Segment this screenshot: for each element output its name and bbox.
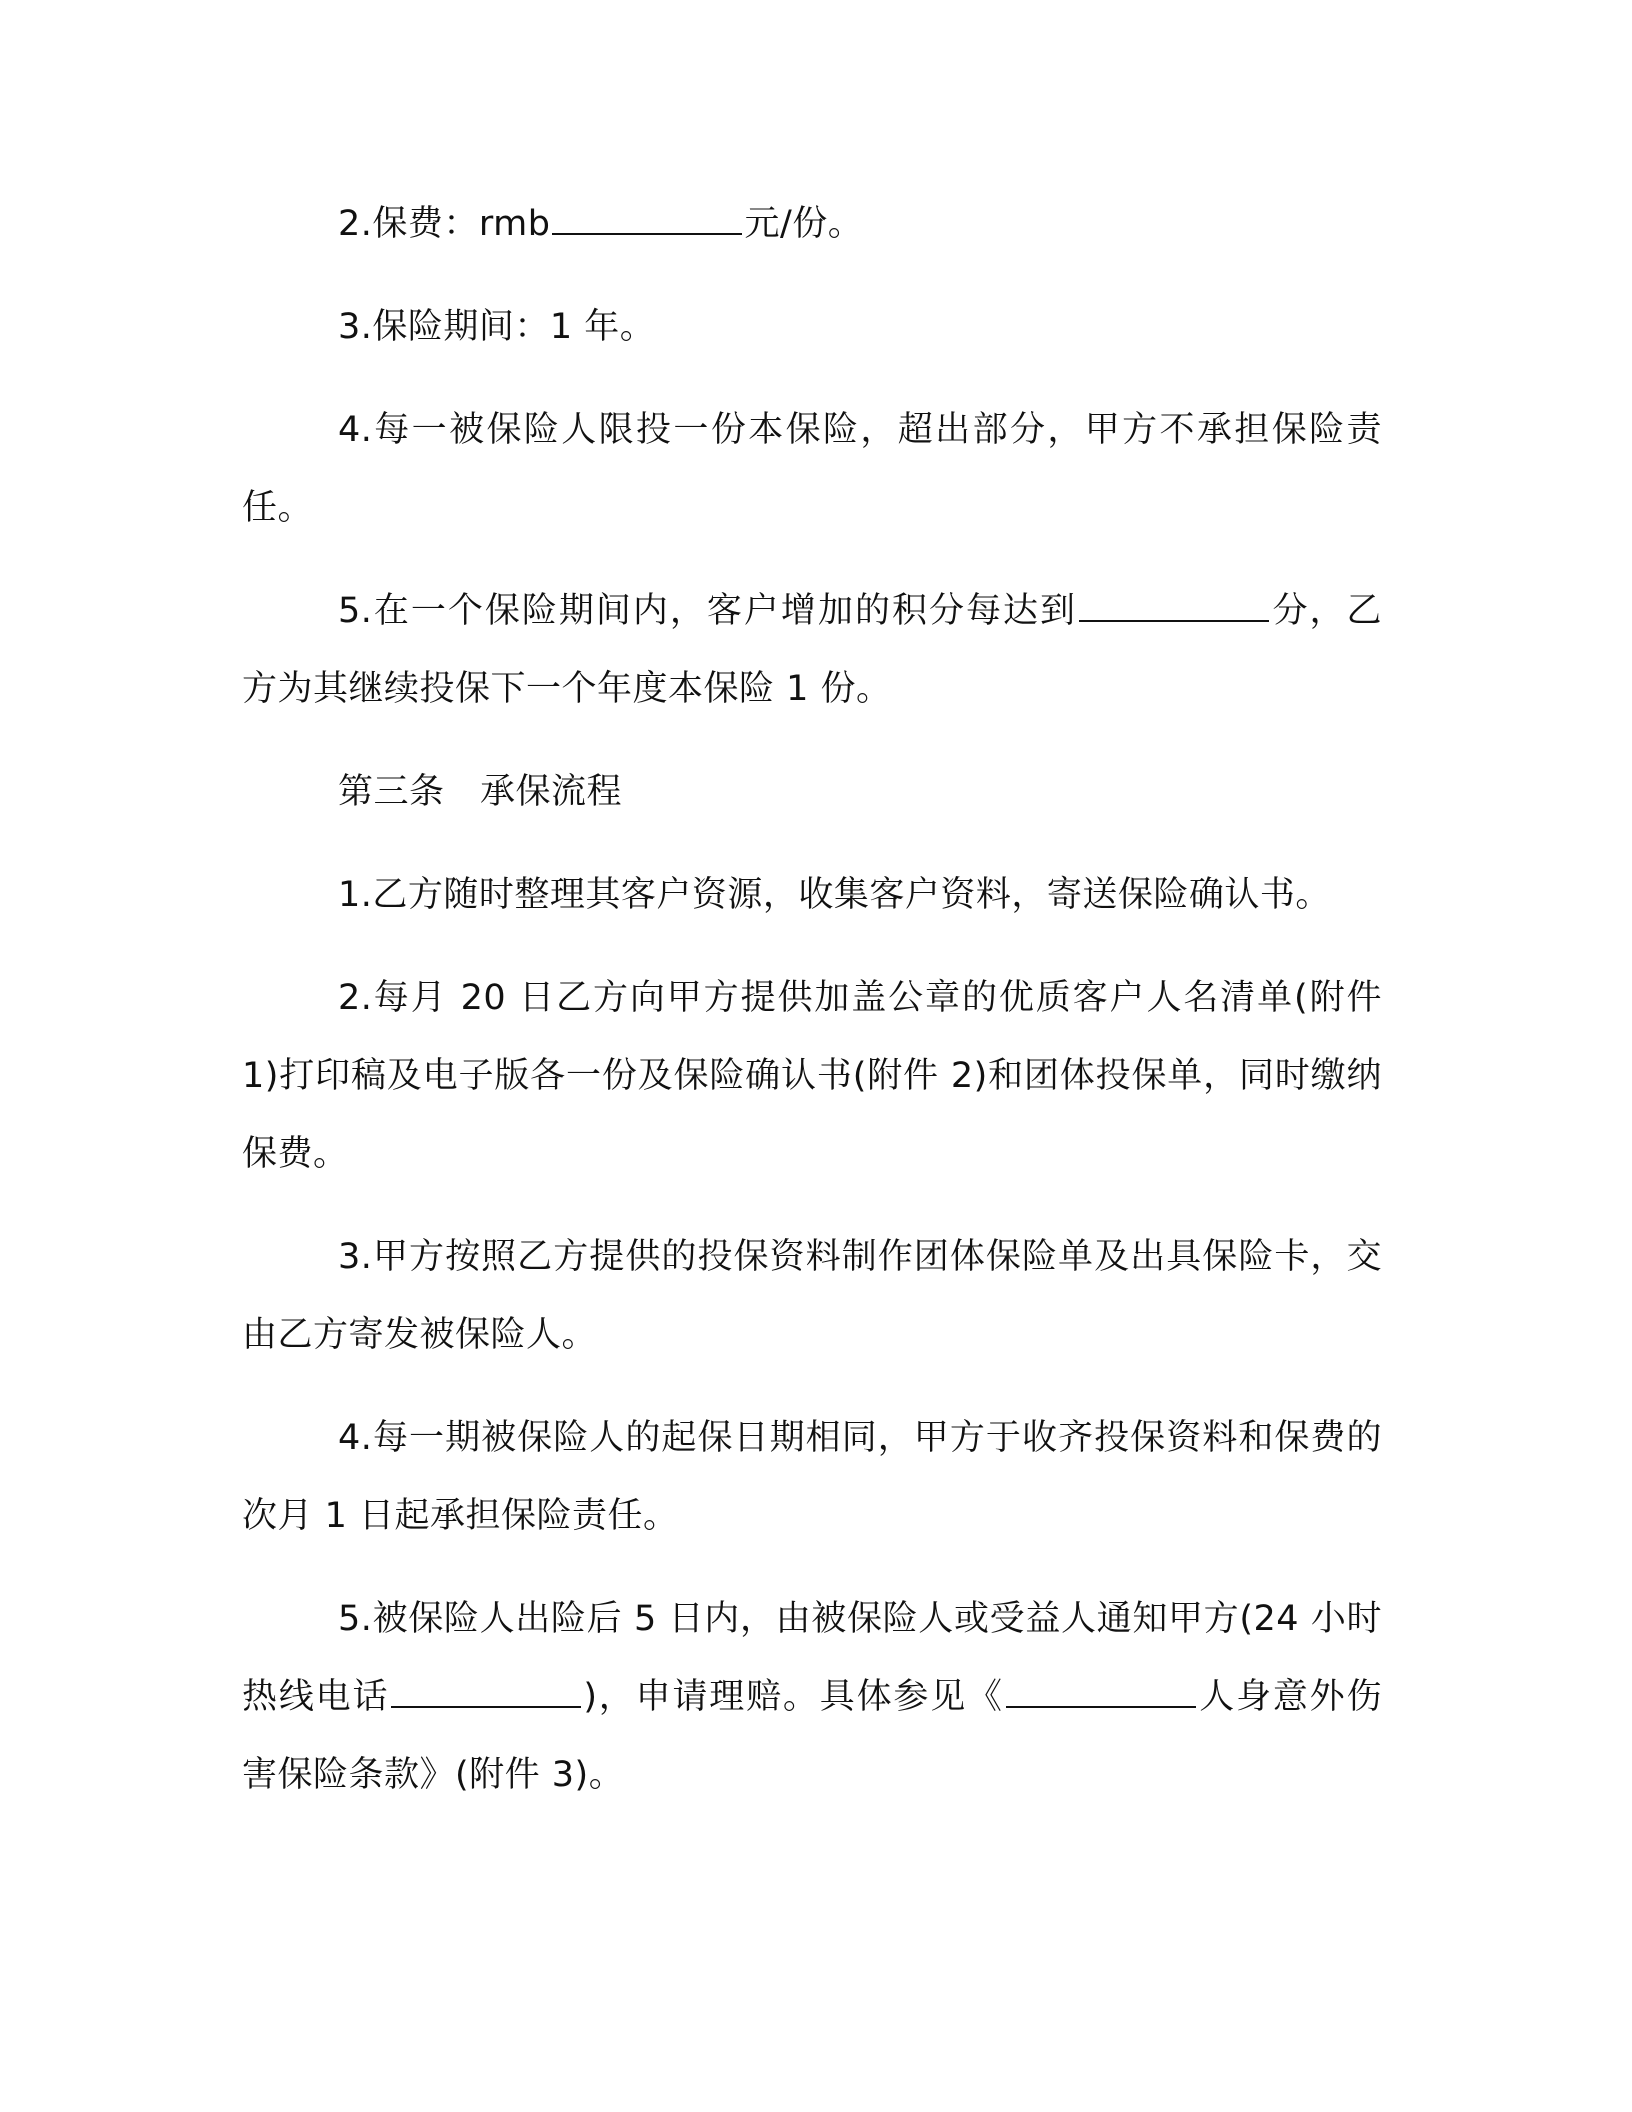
text: 5.被保险人出险后 5 日内，由被保险人或受益人通知甲方(24 小时热线电话 bbox=[242, 1599, 1382, 1717]
text: )，申请理赔。具体参见《 bbox=[583, 1677, 1004, 1717]
text: 5.在一个保险期间内，客户增加的积分每达到 bbox=[338, 591, 1077, 631]
paragraph-points-renewal bbox=[242, 572, 1382, 728]
text: 人身意外伤害保险条款》(附件 3)。 bbox=[242, 1677, 1382, 1795]
blank-field bbox=[1006, 1672, 1196, 1708]
text: 元/份。 bbox=[744, 204, 864, 244]
paragraph-start-date: 4.每一期被保险人的起保日期相同，甲方于收齐投保资料和保费的次月 1 日起承担保险责任。 bbox=[242, 1418, 1382, 1536]
document-body bbox=[242, 185, 1382, 1839]
section-heading-article-3: 第三条 承保流程 bbox=[338, 772, 623, 812]
paragraph-premium bbox=[242, 185, 1382, 263]
paragraph-insurance-period: 3.保险期间：1 年。 bbox=[338, 307, 656, 347]
paragraph-claims bbox=[242, 1580, 1382, 1814]
blank-field bbox=[1079, 586, 1269, 622]
paragraph-policy-issuance: 3.甲方按照乙方提供的投保资料制作团体保险单及出具保险卡，交由乙方寄发被保险人。 bbox=[242, 1237, 1382, 1355]
text: 分，乙方为其继续投保下一个年度本保险 1 份。 bbox=[242, 591, 1382, 709]
paragraph-one-policy-limit: 4.每一被保险人限投一份本保险，超出部分，甲方不承担保险责任。 bbox=[242, 410, 1382, 528]
blank-field bbox=[552, 199, 742, 235]
blank-field bbox=[391, 1672, 581, 1708]
paragraph-customer-resources: 1.乙方随时整理其客户资源，收集客户资料，寄送保险确认书。 bbox=[338, 875, 1331, 915]
paragraph-monthly-list: 2.每月 20 日乙方向甲方提供加盖公章的优质客户人名清单(附件 1)打印稿及电子版各一份及保险确认书(附件 2)和团体投保单，同时缴纳保费。 bbox=[242, 978, 1382, 1174]
text: 2.保费：rmb bbox=[338, 204, 551, 244]
